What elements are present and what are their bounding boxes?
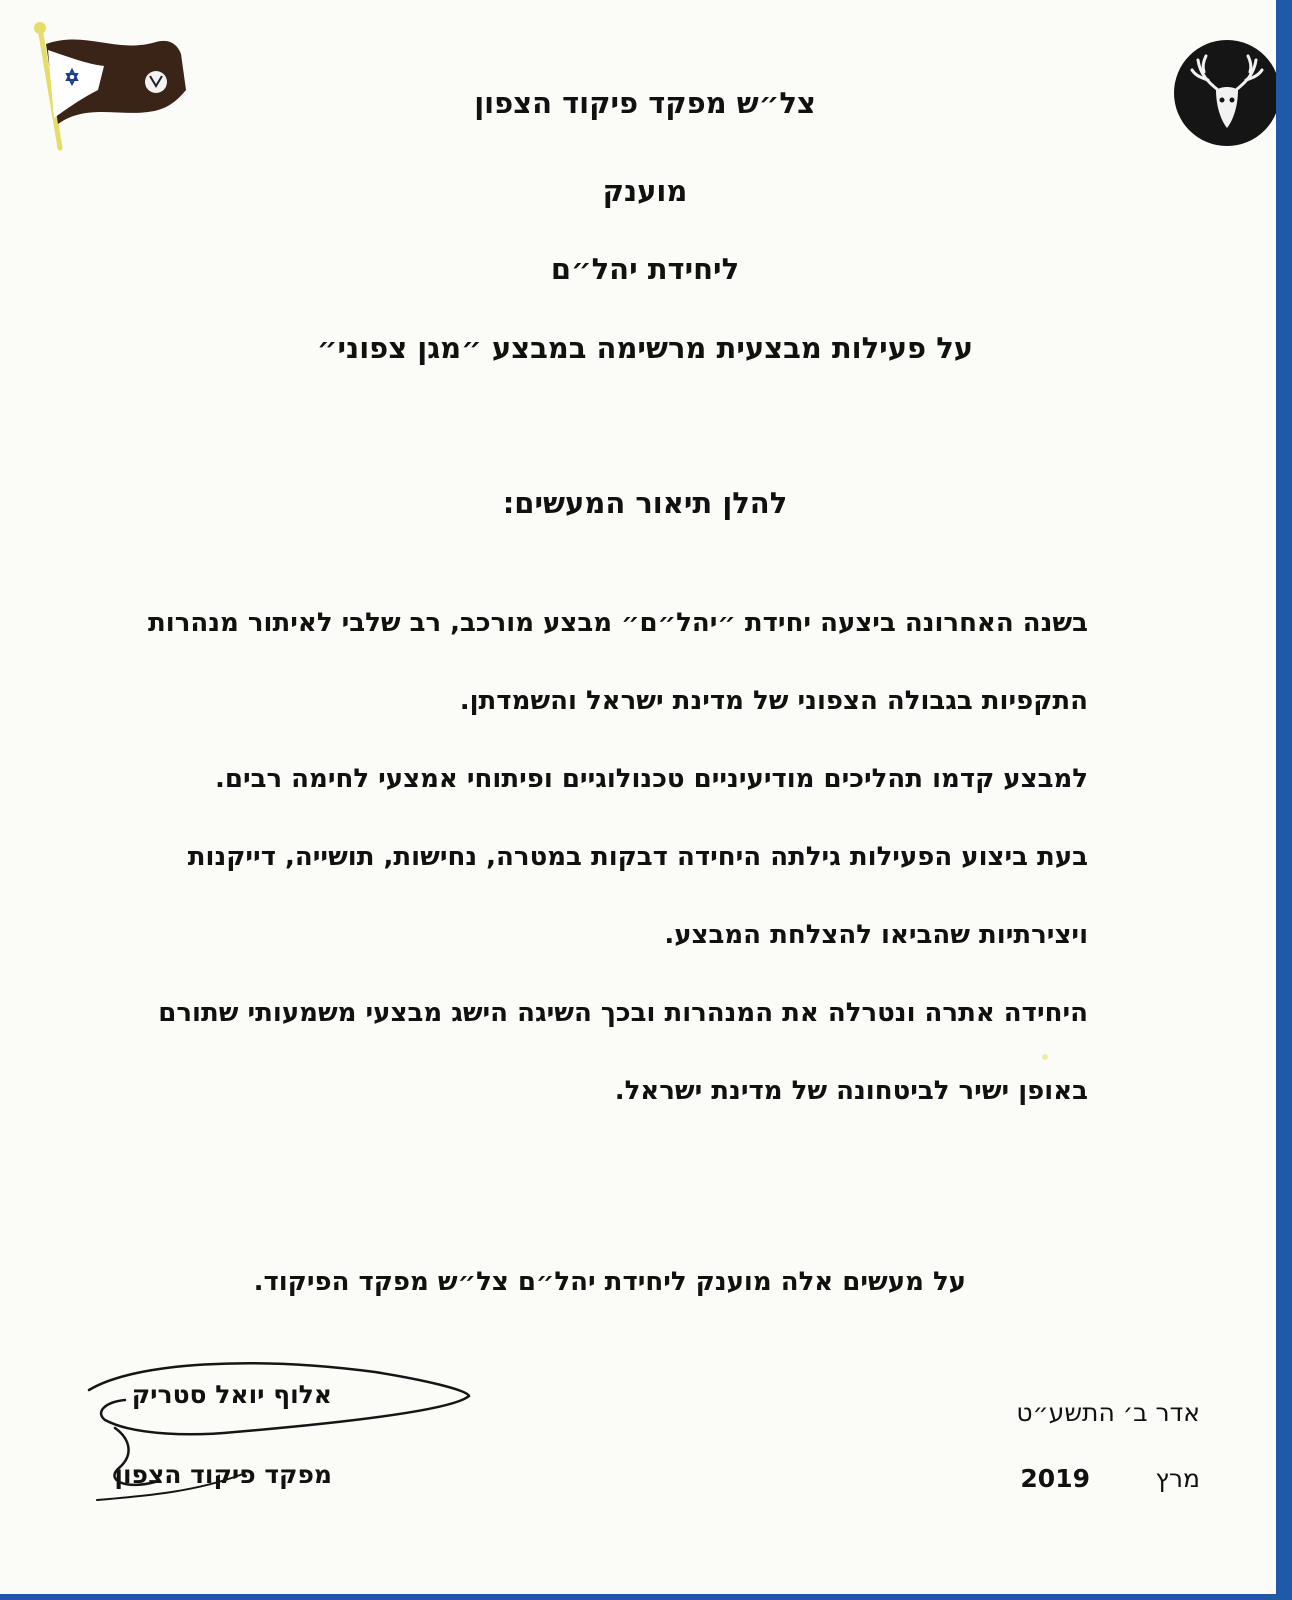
section-heading: להלן תיאור המעשים: (502, 486, 788, 520)
body-line-4: בעת ביצוע הפעילות גילתה היחידה דבקות במטרה, נחישות, תושייה, דייקנות (187, 842, 1088, 872)
body-line-7: באופן ישיר לביטחונה של מדינת ישראל. (614, 1076, 1088, 1106)
body-line-5: ויצירתיות שהביאו להצלחת המבצע. (664, 920, 1088, 950)
award-recipient: ליחידת יהל״ם (550, 252, 740, 286)
date-month: מרץ (1155, 1464, 1200, 1493)
signer-title: מפקד פיקוד הצפון (114, 1460, 332, 1489)
body-line-6: היחידה אתרה ונטרלה את המנהרות ובכך השיגה הישג מבצעי משמעותי שתורם (158, 998, 1088, 1028)
signer-name: אלוף יואל סטריק (131, 1380, 332, 1409)
date-year: 2019 (1020, 1464, 1090, 1493)
hebrew-date: אדר ב׳ התשע״ט (1016, 1398, 1200, 1427)
paper-speck (1042, 1054, 1048, 1060)
body-line-1: בשנה האחרונה ביצעה יחידת ״יהל״ם״ מבצע מורכב, רב שלבי לאיתור מנהרות (148, 608, 1088, 638)
body-line-3: למבצע קדמו תהליכים מודיעיניים טכנולוגיים ופיתוחי אמצעי לחימה רבים. (214, 764, 1088, 794)
award-reason: על פעילות מבצעית מרשימה במבצע ״מגן צפוני״ (316, 331, 974, 365)
closing-statement: על מעשים אלה מוענק ליחידת יהל״ם צל״ש מפקד הפיקוד. (253, 1267, 966, 1297)
body-line-2: התקפיות בגבולה הצפוני של מדינת ישראל והשמדתן. (459, 686, 1088, 716)
award-granted-label: מוענק (602, 174, 688, 208)
handwritten-signature (75, 1350, 485, 1530)
award-title: צל״ש מפקד פיקוד הצפון (474, 86, 816, 120)
